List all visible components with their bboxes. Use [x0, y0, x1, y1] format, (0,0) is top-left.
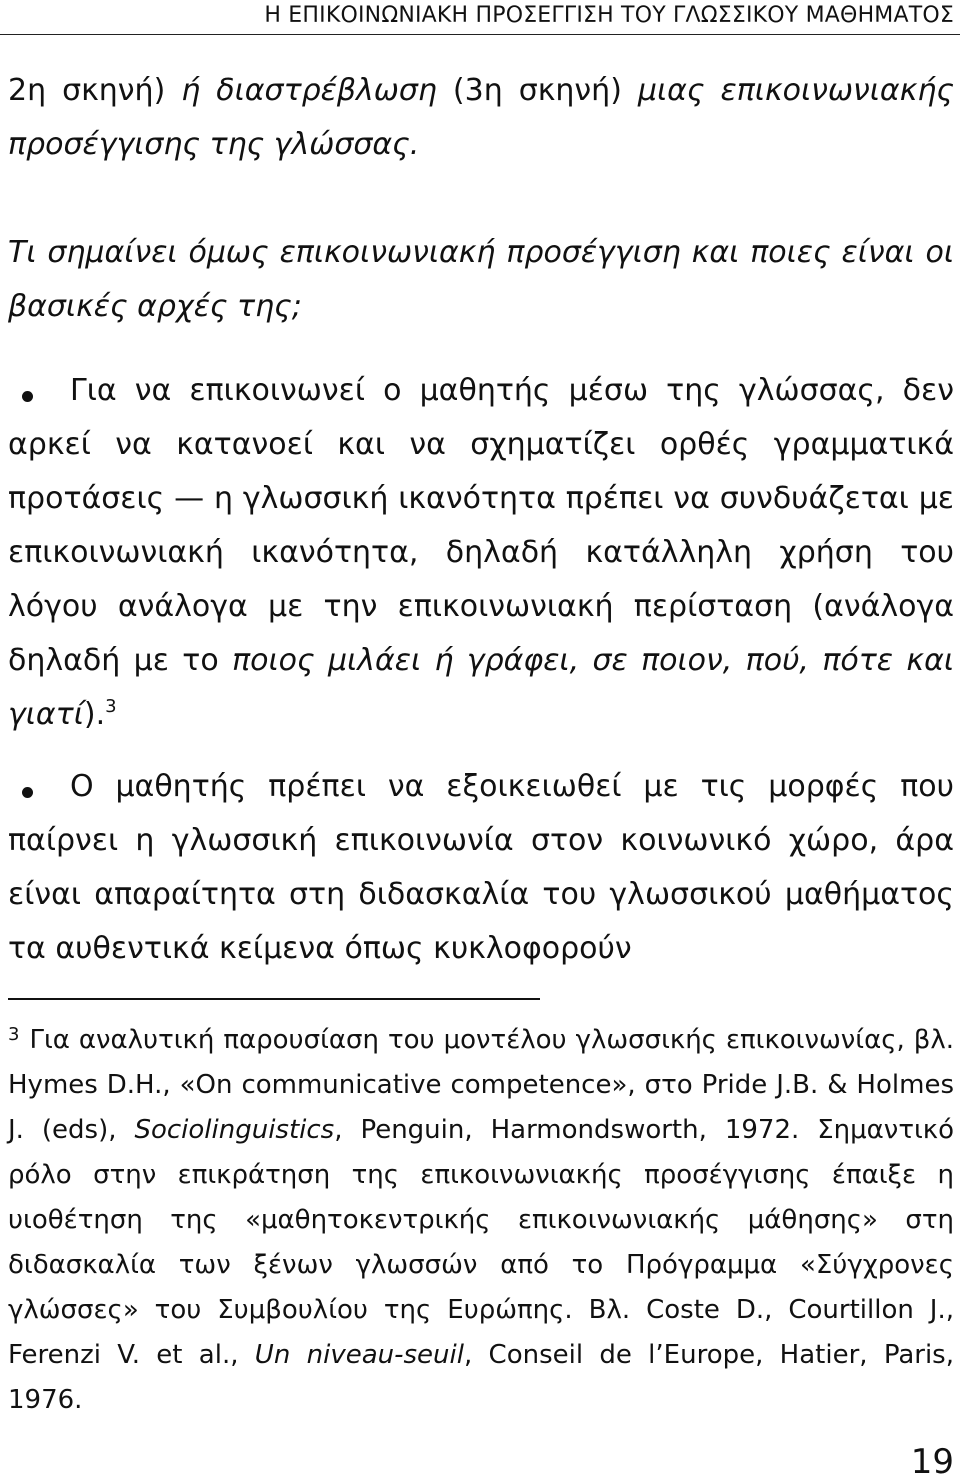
paragraph-italic-text: ή διαστρέβλωση	[181, 73, 437, 108]
running-header	[0, 0, 960, 40]
footnote-separator	[8, 998, 540, 1000]
footnote-italic-title: Un niveau-seuil	[254, 1340, 464, 1370]
bullet-text: Ο μαθητής πρέπει να εξοικειωθεί με τις μορφές που παίρνει η γλωσσική επικοινωνία στον κοινωνικό χώρο, άρα είναι απαραίτητα στη διδασκαλία του γλωσσικού μαθήματος τα αυθεντικά κείμενα όπως κυκλοφορούν	[8, 769, 954, 966]
running-title: Η ΕΠΙΚΟΙΝΩΝΙΑΚΗ ΠΡΟΣΕΓΓΙΣΗ ΤΟΥ ΓΛΩΣΣΙΚΟΥ ΜΑΘΗΜΑΤΟΣ	[264, 3, 954, 28]
footnote-number: 3	[8, 1024, 20, 1045]
bullet-item-communicative-competence	[8, 364, 954, 742]
bullet-text: Για να επικοινωνεί ο μαθητής μέσω της γλώσσας, δεν αρκεί να κατανοεί και να σχηματίζει ορθές γραμματικά προτάσεις — η γλωσσική ικανότητα πρέπει να συνδυάζεται με επικοινωνιακή ικανότητα, δηλαδή κατάλληλη χρήση του λόγου ανάλογα με την επικοινωνιακή περίσταση (ανάλογα δηλαδή με το	[8, 373, 954, 678]
page-number: 19	[910, 1442, 954, 1482]
bullet-text-end: ).	[83, 697, 106, 732]
footnote-text: Για αναλυτική παρουσίαση του μοντέλου γλωσσικής επικοινωνίας, βλ. Hymes D.H., «On communicative competence», στο Pride J.B. & Holmes J. (eds),	[8, 1025, 954, 1145]
footnote-text: , Conseil de l’Europe, Hatier, Paris, 1976.	[8, 1340, 954, 1415]
footnote	[8, 1018, 954, 1423]
footnote-text: , Penguin, Harmondsworth, 1972. Σημαντικό ρόλο στην επικράτηση της επικοινωνιακής προσέγγισης έπαιξε η υιοθέτηση της «μαθητοκεντρικής επικοινωνιακής μάθησης» στη διδασκαλία των ξένων γλωσσών από το Πρόγραμμα «Σύγχρονες γλώσσες» του Συμβουλίου της Ευρώπης. Βλ. Coste D., Courtillon J., Ferenzi V. et al.,	[8, 1115, 954, 1370]
bullet-italic-text: ποιος μιλάει ή γράφει, σε ποιον, πού, πότε και γιατί	[8, 643, 954, 732]
bullet-item-authentic-texts	[8, 760, 954, 976]
section-question: Τι σημαίνει όμως επικοινωνιακή προσέγγιση και ποιες είναι οι βασικές αρχές της;	[8, 235, 954, 324]
footnote-italic-title: Sociolinguistics	[134, 1115, 335, 1145]
header-rule	[0, 34, 960, 35]
paragraph-text: (3η σκηνή)	[436, 73, 638, 108]
paragraph-italic-text: μιας επικοινωνιακής προσέγγισης της γλώσσας.	[8, 73, 954, 162]
footnote-reference[interactable]: 3	[105, 696, 117, 717]
paragraph-continuation	[8, 64, 954, 172]
paragraph-text: 2η σκηνή)	[8, 73, 182, 108]
